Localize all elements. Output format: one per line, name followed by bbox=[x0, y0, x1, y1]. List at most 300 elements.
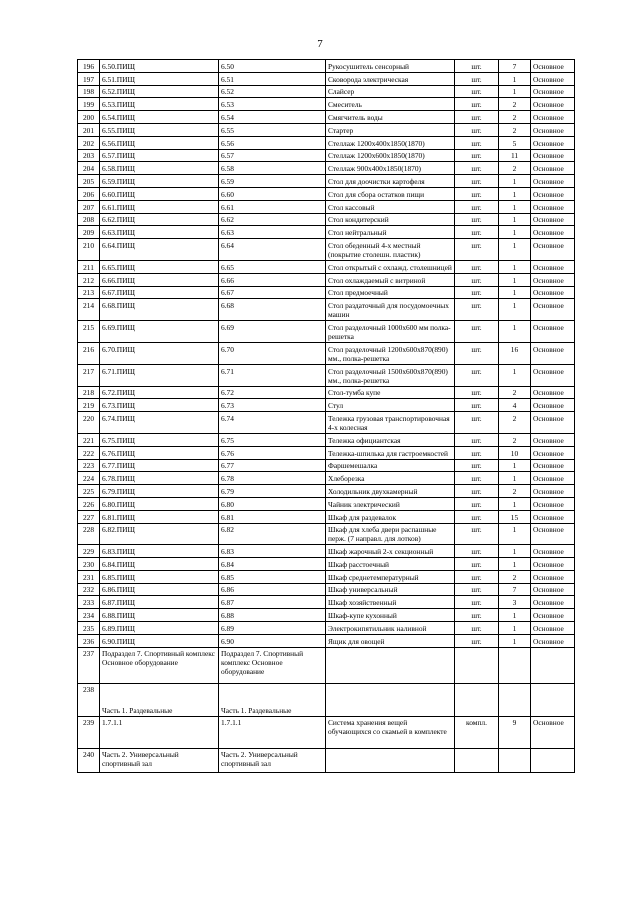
cell-n: 224 bbox=[78, 472, 100, 485]
cell-qty: 1 bbox=[499, 213, 531, 226]
cell-name: Тележка официантская bbox=[326, 433, 455, 446]
table-row bbox=[78, 523, 575, 545]
table-row bbox=[78, 149, 575, 162]
cell-type: Основное bbox=[531, 149, 575, 162]
cell-qty: 2 bbox=[499, 570, 531, 583]
cell-qty: 2 bbox=[499, 98, 531, 111]
table-row bbox=[78, 596, 575, 609]
cell-qty: 2 bbox=[499, 433, 531, 446]
cell-unit: шт. bbox=[455, 175, 499, 188]
cell-sub: 6.59 bbox=[219, 175, 326, 188]
cell-type: Основное bbox=[531, 162, 575, 175]
cell-type: Основное bbox=[531, 273, 575, 286]
cell-n: 205 bbox=[78, 175, 100, 188]
cell-n: 219 bbox=[78, 399, 100, 412]
cell-name: Стол-тумба купе bbox=[326, 386, 455, 399]
cell-code: 6.77.ПИЩ bbox=[100, 459, 219, 472]
cell-qty: 1 bbox=[499, 273, 531, 286]
cell-unit: шт. bbox=[455, 239, 499, 261]
cell-n: 200 bbox=[78, 111, 100, 124]
cell-sub: 6.61 bbox=[219, 200, 326, 213]
cell-name: Стол для сбора остатков пищи bbox=[326, 187, 455, 200]
cell-qty: 1 bbox=[499, 459, 531, 472]
cell-unit: шт. bbox=[455, 459, 499, 472]
cell-unit bbox=[455, 647, 499, 683]
cell-code: 6.75.ПИЩ bbox=[100, 433, 219, 446]
cell-name: Шкаф расстоечный bbox=[326, 558, 455, 571]
cell-sub: 6.82 bbox=[219, 523, 326, 545]
cell-sub: 6.70 bbox=[219, 342, 326, 364]
cell-n: 221 bbox=[78, 433, 100, 446]
equipment-table-body bbox=[78, 60, 575, 773]
cell-name: Шкаф для раздевалок bbox=[326, 510, 455, 523]
cell-qty: 10 bbox=[499, 446, 531, 459]
cell-n: 214 bbox=[78, 299, 100, 321]
cell-type: Основное bbox=[531, 558, 575, 571]
table-row bbox=[78, 226, 575, 239]
cell-sub: 6.64 bbox=[219, 239, 326, 261]
cell-type: Основное bbox=[531, 545, 575, 558]
cell-code: 6.81.ПИЩ bbox=[100, 510, 219, 523]
cell-code: 6.68.ПИЩ bbox=[100, 299, 219, 321]
table-row bbox=[78, 433, 575, 446]
cell-name bbox=[326, 683, 455, 716]
cell-type: Основное bbox=[531, 60, 575, 73]
cell-code: 6.83.ПИЩ bbox=[100, 545, 219, 558]
cell-code: 6.69.ПИЩ bbox=[100, 321, 219, 343]
cell-sub: 6.56 bbox=[219, 136, 326, 149]
cell-sub: 6.89 bbox=[219, 622, 326, 635]
cell-type: Основное bbox=[531, 523, 575, 545]
cell-type: Основное bbox=[531, 299, 575, 321]
cell-n: 209 bbox=[78, 226, 100, 239]
cell-code: 6.50.ПИЩ bbox=[100, 60, 219, 73]
cell-sub: 6.63 bbox=[219, 226, 326, 239]
table-row bbox=[78, 72, 575, 85]
cell-sub: 6.53 bbox=[219, 98, 326, 111]
cell-n: 222 bbox=[78, 446, 100, 459]
cell-name: Стол предмоечный bbox=[326, 286, 455, 299]
cell-qty: 2 bbox=[499, 123, 531, 136]
table-row bbox=[78, 472, 575, 485]
cell-qty: 11 bbox=[499, 149, 531, 162]
cell-code: 6.70.ПИЩ bbox=[100, 342, 219, 364]
cell-name: Электрокипятильник наливной bbox=[326, 622, 455, 635]
cell-name: Стол нейтральный bbox=[326, 226, 455, 239]
cell-code: 6.62.ПИЩ bbox=[100, 213, 219, 226]
cell-type: Основное bbox=[531, 433, 575, 446]
cell-sub: 6.88 bbox=[219, 609, 326, 622]
cell-name: Стеллаж 1200х600х1850(1870) bbox=[326, 149, 455, 162]
table-row bbox=[78, 111, 575, 124]
cell-unit: шт. bbox=[455, 446, 499, 459]
cell-code: 6.56.ПИЩ bbox=[100, 136, 219, 149]
cell-unit: шт. bbox=[455, 472, 499, 485]
cell-qty bbox=[499, 683, 531, 716]
cell-code: Подраздел 7. Спортивный комплекс Основное оборудование bbox=[100, 647, 219, 683]
cell-sub: 6.87 bbox=[219, 596, 326, 609]
cell-code: 6.71.ПИЩ bbox=[100, 364, 219, 386]
cell-n: 220 bbox=[78, 412, 100, 434]
cell-name: Рукосушитель сенсорный bbox=[326, 60, 455, 73]
cell-unit: шт. bbox=[455, 200, 499, 213]
table-row bbox=[78, 412, 575, 434]
cell-unit: шт. bbox=[455, 583, 499, 596]
cell-type: Основное bbox=[531, 286, 575, 299]
cell-qty: 3 bbox=[499, 596, 531, 609]
table-row bbox=[78, 570, 575, 583]
cell-type: Основное bbox=[531, 187, 575, 200]
cell-unit: шт. bbox=[455, 609, 499, 622]
cell-qty: 2 bbox=[499, 412, 531, 434]
cell-n: 235 bbox=[78, 622, 100, 635]
cell-n: 211 bbox=[78, 260, 100, 273]
cell-n: 216 bbox=[78, 342, 100, 364]
cell-qty: 1 bbox=[499, 472, 531, 485]
cell-qty: 1 bbox=[499, 558, 531, 571]
cell-unit: шт. bbox=[455, 412, 499, 434]
cell-n: 238 bbox=[78, 683, 100, 716]
cell-sub: 6.73 bbox=[219, 399, 326, 412]
cell-n: 198 bbox=[78, 85, 100, 98]
cell-qty: 15 bbox=[499, 510, 531, 523]
cell-sub: 6.54 bbox=[219, 111, 326, 124]
cell-code: 6.86.ПИЩ bbox=[100, 583, 219, 596]
cell-qty: 1 bbox=[499, 299, 531, 321]
cell-sub: 6.62 bbox=[219, 213, 326, 226]
cell-qty bbox=[499, 647, 531, 683]
cell-n: 234 bbox=[78, 609, 100, 622]
cell-type: Основное bbox=[531, 485, 575, 498]
table-row bbox=[78, 748, 575, 772]
cell-sub: 6.68 bbox=[219, 299, 326, 321]
table-row bbox=[78, 716, 575, 748]
cell-sub: 6.60 bbox=[219, 187, 326, 200]
cell-n: 212 bbox=[78, 273, 100, 286]
cell-name: Стол охлаждаемый с витриной bbox=[326, 273, 455, 286]
cell-code: 6.66.ПИЩ bbox=[100, 273, 219, 286]
cell-name: Фаршемешалка bbox=[326, 459, 455, 472]
cell-sub: 6.81 bbox=[219, 510, 326, 523]
cell-name: Стол кассовый bbox=[326, 200, 455, 213]
cell-qty: 1 bbox=[499, 286, 531, 299]
cell-type: Основное bbox=[531, 609, 575, 622]
cell-type: Основное bbox=[531, 472, 575, 485]
cell-name bbox=[326, 748, 455, 772]
table-row bbox=[78, 98, 575, 111]
table-row bbox=[78, 683, 575, 716]
cell-name: Стол разделочный 1000х600 мм полка-решетка bbox=[326, 321, 455, 343]
cell-sub: 6.57 bbox=[219, 149, 326, 162]
cell-code: 6.53.ПИЩ bbox=[100, 98, 219, 111]
cell-code: 6.57.ПИЩ bbox=[100, 149, 219, 162]
cell-code: 6.64.ПИЩ bbox=[100, 239, 219, 261]
cell-qty: 1 bbox=[499, 72, 531, 85]
table-row bbox=[78, 200, 575, 213]
cell-unit: шт. bbox=[455, 123, 499, 136]
cell-n: 215 bbox=[78, 321, 100, 343]
cell-qty: 1 bbox=[499, 260, 531, 273]
cell-type bbox=[531, 647, 575, 683]
cell-code: 6.82.ПИЩ bbox=[100, 523, 219, 545]
cell-code: 6.80.ПИЩ bbox=[100, 497, 219, 510]
cell-name: Стол открытый с охлажд. столешницей bbox=[326, 260, 455, 273]
cell-name bbox=[326, 647, 455, 683]
cell-unit: шт. bbox=[455, 523, 499, 545]
table-row bbox=[78, 647, 575, 683]
cell-name: Сковорода электрическая bbox=[326, 72, 455, 85]
cell-name: Хлеборезка bbox=[326, 472, 455, 485]
table-row bbox=[78, 239, 575, 261]
cell-unit: шт. bbox=[455, 60, 499, 73]
cell-n: 223 bbox=[78, 459, 100, 472]
cell-qty: 2 bbox=[499, 162, 531, 175]
table-row bbox=[78, 545, 575, 558]
cell-type: Основное bbox=[531, 321, 575, 343]
cell-sub: 6.85 bbox=[219, 570, 326, 583]
cell-unit: шт. bbox=[455, 386, 499, 399]
cell-unit: шт. bbox=[455, 98, 499, 111]
cell-unit: шт. bbox=[455, 364, 499, 386]
cell-name: Шкаф для хлеба двери распашные перж. (7 направл. для лотков) bbox=[326, 523, 455, 545]
cell-name: Шкаф универсальный bbox=[326, 583, 455, 596]
cell-code: 1.7.1.1 bbox=[100, 716, 219, 748]
cell-code: 6.63.ПИЩ bbox=[100, 226, 219, 239]
cell-sub: 6.77 bbox=[219, 459, 326, 472]
table-row bbox=[78, 609, 575, 622]
cell-n: 207 bbox=[78, 200, 100, 213]
cell-type: Основное bbox=[531, 98, 575, 111]
table-row bbox=[78, 85, 575, 98]
cell-name: Стеллаж 1200х400х1850(1870) bbox=[326, 136, 455, 149]
cell-sub: 1.7.1.1 bbox=[219, 716, 326, 748]
table-row bbox=[78, 187, 575, 200]
cell-n: 206 bbox=[78, 187, 100, 200]
cell-type: Основное bbox=[531, 596, 575, 609]
cell-type: Основное bbox=[531, 459, 575, 472]
table-row bbox=[78, 299, 575, 321]
cell-code: 6.79.ПИЩ bbox=[100, 485, 219, 498]
cell-unit: шт. bbox=[455, 85, 499, 98]
cell-name: Шкаф среднетемпературный bbox=[326, 570, 455, 583]
cell-name: Смягчитель воды bbox=[326, 111, 455, 124]
cell-unit: шт. bbox=[455, 299, 499, 321]
cell-unit: шт. bbox=[455, 321, 499, 343]
cell-type: Основное bbox=[531, 364, 575, 386]
equipment-table bbox=[77, 59, 575, 773]
cell-code: 6.51.ПИЩ bbox=[100, 72, 219, 85]
table-row bbox=[78, 399, 575, 412]
cell-qty: 4 bbox=[499, 399, 531, 412]
cell-code: 6.59.ПИЩ bbox=[100, 175, 219, 188]
cell-unit: шт. bbox=[455, 286, 499, 299]
cell-code: 6.67.ПИЩ bbox=[100, 286, 219, 299]
cell-qty: 1 bbox=[499, 187, 531, 200]
cell-name: Шкаф хозяйственный bbox=[326, 596, 455, 609]
cell-n: 236 bbox=[78, 634, 100, 647]
cell-code: 6.73.ПИЩ bbox=[100, 399, 219, 412]
cell-type: Основное bbox=[531, 399, 575, 412]
cell-n: 228 bbox=[78, 523, 100, 545]
cell-sub: 6.86 bbox=[219, 583, 326, 596]
cell-sub: 6.66 bbox=[219, 273, 326, 286]
cell-qty: 1 bbox=[499, 239, 531, 261]
cell-sub: Часть 1. Раздевальные bbox=[219, 683, 326, 716]
cell-type: Основное bbox=[531, 72, 575, 85]
cell-code: 6.85.ПИЩ bbox=[100, 570, 219, 583]
cell-sub: 6.65 bbox=[219, 260, 326, 273]
cell-code: 6.74.ПИЩ bbox=[100, 412, 219, 434]
cell-name: Стул bbox=[326, 399, 455, 412]
cell-code: 6.78.ПИЩ bbox=[100, 472, 219, 485]
cell-code: 6.89.ПИЩ bbox=[100, 622, 219, 635]
cell-name: Ящик для овощей bbox=[326, 634, 455, 647]
cell-unit: шт. bbox=[455, 510, 499, 523]
cell-unit: шт. bbox=[455, 545, 499, 558]
cell-unit: шт. bbox=[455, 622, 499, 635]
cell-code: 6.90.ПИЩ bbox=[100, 634, 219, 647]
cell-sub: 6.55 bbox=[219, 123, 326, 136]
cell-n: 227 bbox=[78, 510, 100, 523]
cell-type: Основное bbox=[531, 510, 575, 523]
cell-type: Основное bbox=[531, 200, 575, 213]
cell-type: Основное bbox=[531, 239, 575, 261]
cell-type: Основное bbox=[531, 386, 575, 399]
cell-n: 204 bbox=[78, 162, 100, 175]
table-row bbox=[78, 386, 575, 399]
cell-type bbox=[531, 748, 575, 772]
table-row bbox=[78, 123, 575, 136]
table-row bbox=[78, 510, 575, 523]
cell-unit: шт. bbox=[455, 136, 499, 149]
cell-qty: 1 bbox=[499, 85, 531, 98]
table-row bbox=[78, 583, 575, 596]
cell-qty: 2 bbox=[499, 111, 531, 124]
cell-n: 217 bbox=[78, 364, 100, 386]
table-row bbox=[78, 175, 575, 188]
cell-n: 199 bbox=[78, 98, 100, 111]
cell-qty: 7 bbox=[499, 583, 531, 596]
cell-n: 240 bbox=[78, 748, 100, 772]
cell-code: 6.84.ПИЩ bbox=[100, 558, 219, 571]
cell-sub: 6.51 bbox=[219, 72, 326, 85]
table-row bbox=[78, 446, 575, 459]
cell-qty: 1 bbox=[499, 175, 531, 188]
cell-type: Основное bbox=[531, 570, 575, 583]
cell-sub: Подраздел 7. Спортивный комплекс Основное оборудование bbox=[219, 647, 326, 683]
cell-n: 201 bbox=[78, 123, 100, 136]
table-row bbox=[78, 60, 575, 73]
cell-sub: 6.90 bbox=[219, 634, 326, 647]
cell-qty: 1 bbox=[499, 545, 531, 558]
cell-sub: 6.78 bbox=[219, 472, 326, 485]
cell-sub: Часть 2. Универсальный спортивный зал bbox=[219, 748, 326, 772]
cell-unit: шт. bbox=[455, 273, 499, 286]
cell-unit bbox=[455, 683, 499, 716]
table-row bbox=[78, 342, 575, 364]
cell-n: 225 bbox=[78, 485, 100, 498]
cell-name: Холодильник двухкамерный bbox=[326, 485, 455, 498]
cell-unit: шт. bbox=[455, 260, 499, 273]
cell-name: Стол для доочистки картофеля bbox=[326, 175, 455, 188]
cell-type: Основное bbox=[531, 497, 575, 510]
cell-type: Основное bbox=[531, 583, 575, 596]
cell-qty: 7 bbox=[499, 60, 531, 73]
cell-sub: 6.67 bbox=[219, 286, 326, 299]
cell-n: 210 bbox=[78, 239, 100, 261]
cell-unit: шт. bbox=[455, 634, 499, 647]
table-row bbox=[78, 622, 575, 635]
cell-code: Часть 1. Раздевальные bbox=[100, 683, 219, 716]
cell-qty: 1 bbox=[499, 609, 531, 622]
cell-n: 213 bbox=[78, 286, 100, 299]
cell-qty: 1 bbox=[499, 622, 531, 635]
cell-name: Стол разделочный 1200х600х870(890) мм., полка-решетка bbox=[326, 342, 455, 364]
cell-unit: шт. bbox=[455, 433, 499, 446]
cell-type: Основное bbox=[531, 716, 575, 748]
cell-unit bbox=[455, 748, 499, 772]
cell-qty bbox=[499, 748, 531, 772]
cell-unit: шт. bbox=[455, 399, 499, 412]
cell-sub: 6.79 bbox=[219, 485, 326, 498]
cell-code: 6.58.ПИЩ bbox=[100, 162, 219, 175]
cell-code: 6.61.ПИЩ bbox=[100, 200, 219, 213]
cell-unit: шт. bbox=[455, 162, 499, 175]
cell-type: Основное bbox=[531, 446, 575, 459]
cell-code: 6.60.ПИЩ bbox=[100, 187, 219, 200]
cell-unit: шт. bbox=[455, 342, 499, 364]
cell-n: 197 bbox=[78, 72, 100, 85]
cell-sub: 6.84 bbox=[219, 558, 326, 571]
cell-unit: шт. bbox=[455, 226, 499, 239]
cell-type: Основное bbox=[531, 111, 575, 124]
cell-code: 6.72.ПИЩ bbox=[100, 386, 219, 399]
table-row bbox=[78, 260, 575, 273]
cell-name: Шкаф-купе кухонный bbox=[326, 609, 455, 622]
cell-qty: 2 bbox=[499, 386, 531, 399]
cell-unit: шт. bbox=[455, 485, 499, 498]
cell-name: Стол обеденный 4-х местный (покрытие столешн. пластик) bbox=[326, 239, 455, 261]
cell-unit: шт. bbox=[455, 497, 499, 510]
cell-name: Чайник электрический bbox=[326, 497, 455, 510]
table-row bbox=[78, 459, 575, 472]
cell-code: 6.54.ПИЩ bbox=[100, 111, 219, 124]
cell-sub: 6.52 bbox=[219, 85, 326, 98]
cell-name: Шкаф жарочный 2-х секционный bbox=[326, 545, 455, 558]
cell-n: 218 bbox=[78, 386, 100, 399]
cell-type: Основное bbox=[531, 175, 575, 188]
page-number: 7 bbox=[317, 38, 323, 50]
cell-type: Основное bbox=[531, 342, 575, 364]
cell-type: Основное bbox=[531, 226, 575, 239]
cell-type: Основное bbox=[531, 123, 575, 136]
cell-code: Часть 2. Универсальный спортивный зал bbox=[100, 748, 219, 772]
cell-n: 226 bbox=[78, 497, 100, 510]
cell-unit: шт. bbox=[455, 570, 499, 583]
cell-sub: 6.80 bbox=[219, 497, 326, 510]
cell-n: 232 bbox=[78, 583, 100, 596]
cell-sub: 6.83 bbox=[219, 545, 326, 558]
cell-type: Основное bbox=[531, 85, 575, 98]
cell-code: 6.52.ПИЩ bbox=[100, 85, 219, 98]
table-row bbox=[78, 213, 575, 226]
cell-qty: 9 bbox=[499, 716, 531, 748]
table-row bbox=[78, 286, 575, 299]
cell-qty: 1 bbox=[499, 523, 531, 545]
cell-n: 208 bbox=[78, 213, 100, 226]
cell-unit: шт. bbox=[455, 111, 499, 124]
cell-type: Основное bbox=[531, 260, 575, 273]
